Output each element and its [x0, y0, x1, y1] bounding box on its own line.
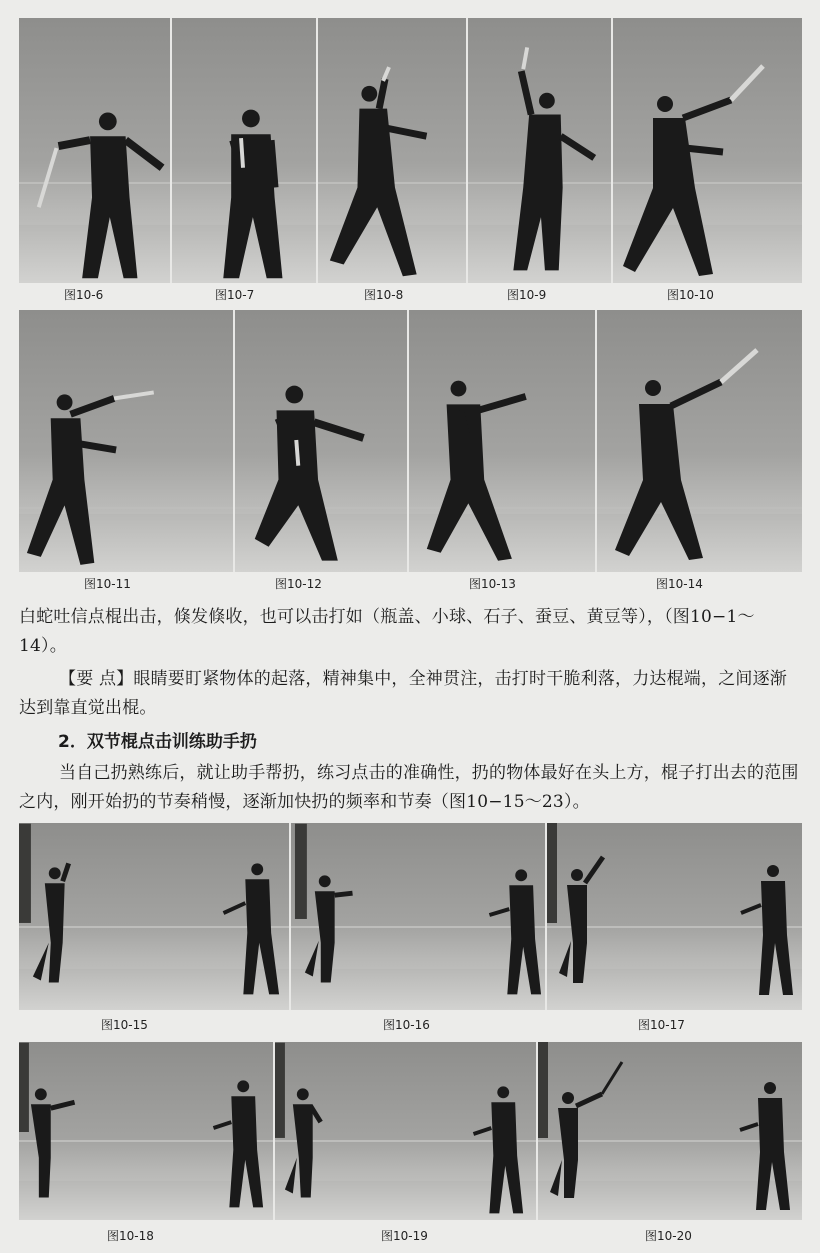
photo-fig-10-6 [19, 18, 172, 283]
paragraph-technique: 白蛇吐信点棍出击，倏发倏收，也可以击打如（瓶盖、小球、石子、蚕豆、黄豆等），（图10−1～14）。 [19, 607, 755, 656]
figure-caption: 图10-14 [656, 577, 703, 591]
photo-fig-10-11 [19, 310, 235, 572]
photo-strip-row2 [19, 310, 802, 572]
photo-fig-10-10 [613, 18, 802, 283]
martial-artist-figure [597, 310, 802, 572]
figure-caption: 图10-10 [667, 288, 714, 302]
martial-artist-figure [468, 18, 611, 283]
figure-caption: 图10-11 [84, 577, 131, 591]
figure-caption: 图10-19 [381, 1229, 428, 1243]
photo-strip-row1 [19, 18, 802, 283]
martial-artist-figure [235, 310, 407, 572]
photo-fig-10-20 [538, 1042, 802, 1220]
photo-fig-10-18 [19, 1042, 275, 1220]
training-pair-figures [547, 823, 802, 1010]
photo-fig-10-7 [172, 18, 318, 283]
photo-strip-row3 [19, 823, 802, 1010]
section-heading: 2．双节棍点击训练助手扔 [58, 732, 257, 752]
caption-row3 [19, 1016, 802, 1034]
photo-fig-10-15 [19, 823, 291, 1010]
martial-artist-figure [613, 18, 802, 283]
martial-artist-figure [318, 18, 466, 283]
key-points-text: 眼睛要盯紧物体的起落，精神集中，全神贯注，击打时干脆利落，力达棍端，之间逐渐达到靠直觉出棍。 [19, 669, 788, 718]
martial-artist-figure [19, 310, 233, 572]
training-pair-figures [275, 1042, 536, 1220]
photo-fig-10-19 [275, 1042, 538, 1220]
figure-caption: 图10-6 [64, 288, 104, 302]
figure-caption: 图10-17 [638, 1018, 685, 1032]
training-pair-figures [538, 1042, 802, 1220]
key-points-label: 【要 点】 [59, 669, 134, 689]
training-pair-figures [19, 823, 289, 1010]
photo-fig-10-13 [409, 310, 597, 572]
martial-artist-figure [172, 18, 316, 283]
martial-artist-figure [409, 310, 595, 572]
figure-caption: 图10-15 [101, 1018, 148, 1032]
figure-caption: 图10-16 [383, 1018, 430, 1032]
figure-caption: 图10-7 [215, 288, 255, 302]
figure-caption: 图10-13 [469, 577, 516, 591]
training-pair-figures [19, 1042, 273, 1220]
figure-caption: 图10-18 [107, 1229, 154, 1243]
photo-fig-10-8 [318, 18, 468, 283]
figure-caption: 图10-9 [507, 288, 547, 302]
caption-row4 [19, 1227, 802, 1245]
martial-artist-figure [19, 18, 170, 283]
photo-fig-10-14 [597, 310, 802, 572]
figure-caption: 图10-12 [275, 577, 322, 591]
photo-fig-10-9 [468, 18, 613, 283]
paragraph-helper-throw: 当自己扔熟练后，就让助手帮扔，练习点击的准确性，扔的物体最好在头上方，棍子打出去的范围之内，刚开始扔的节奏稍慢，逐渐加快扔的频率和节奏（图10−15～23）。 [19, 763, 799, 812]
training-pair-figures [291, 823, 545, 1010]
photo-fig-10-12 [235, 310, 409, 572]
caption-row2 [19, 575, 802, 593]
paragraph-key-points [19, 665, 802, 723]
caption-row1 [19, 286, 802, 304]
figure-caption: 图10-20 [645, 1229, 692, 1243]
figure-caption: 图10-8 [364, 288, 404, 302]
photo-fig-10-16 [291, 823, 547, 1010]
photo-strip-row4 [19, 1042, 802, 1220]
photo-fig-10-17 [547, 823, 802, 1010]
